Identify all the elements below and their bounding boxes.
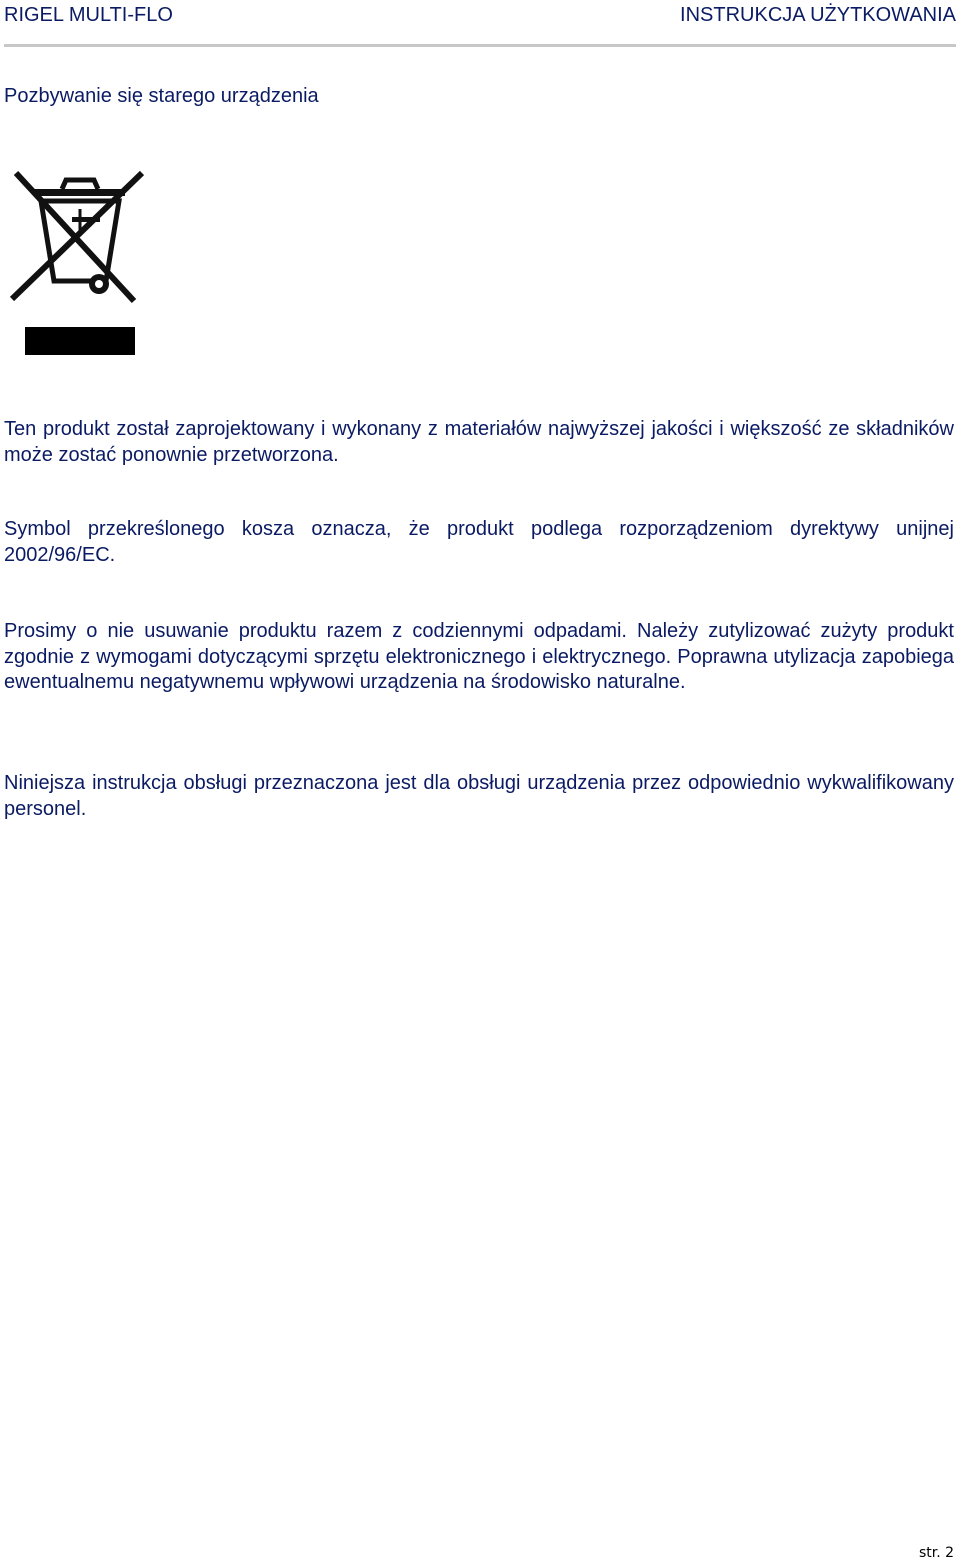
header-product-name: RIGEL MULTI-FLO (4, 4, 173, 26)
paragraph-materials: Ten produkt został zaprojektowany i wykonany z materiałów najwyższej jakości i większość ze składników może zostać ponownie przetworzona. (4, 418, 954, 466)
paragraph-qualified-personnel: Niniejsza instrukcja obsługi przeznaczona jest dla obsługi urządzenia przez odpowiednio wykwalifikowany personel. (4, 772, 954, 820)
section-title: Pozbywanie się starego urządzenia (4, 85, 319, 107)
page-header (4, 0, 956, 47)
page-number: str. 2 (918, 1545, 954, 1561)
paragraph-disposal-instructions: Prosimy o nie usuwanie produktu razem z codziennymi odpadami. Należy zutylizować zużyty produkt zgodnie z wymogami dotyczącymi sprzętu elektronicznego i elektrycznego. Poprawna utylizacja zapobiega ewentualnemu negatywnemu wpływowi urządzenia na środowisko naturalne. (4, 620, 954, 693)
crossed-out-wheelie-bin-icon (10, 165, 150, 360)
paragraph-symbol-directive: Symbol przekreślonego kosza oznacza, że produkt podlega rozporządzeniom dyrektywy unijnej 2002/96/EC. (4, 518, 954, 566)
header-document-type: INSTRUKCJA UŻYTKOWANIA (680, 4, 956, 26)
